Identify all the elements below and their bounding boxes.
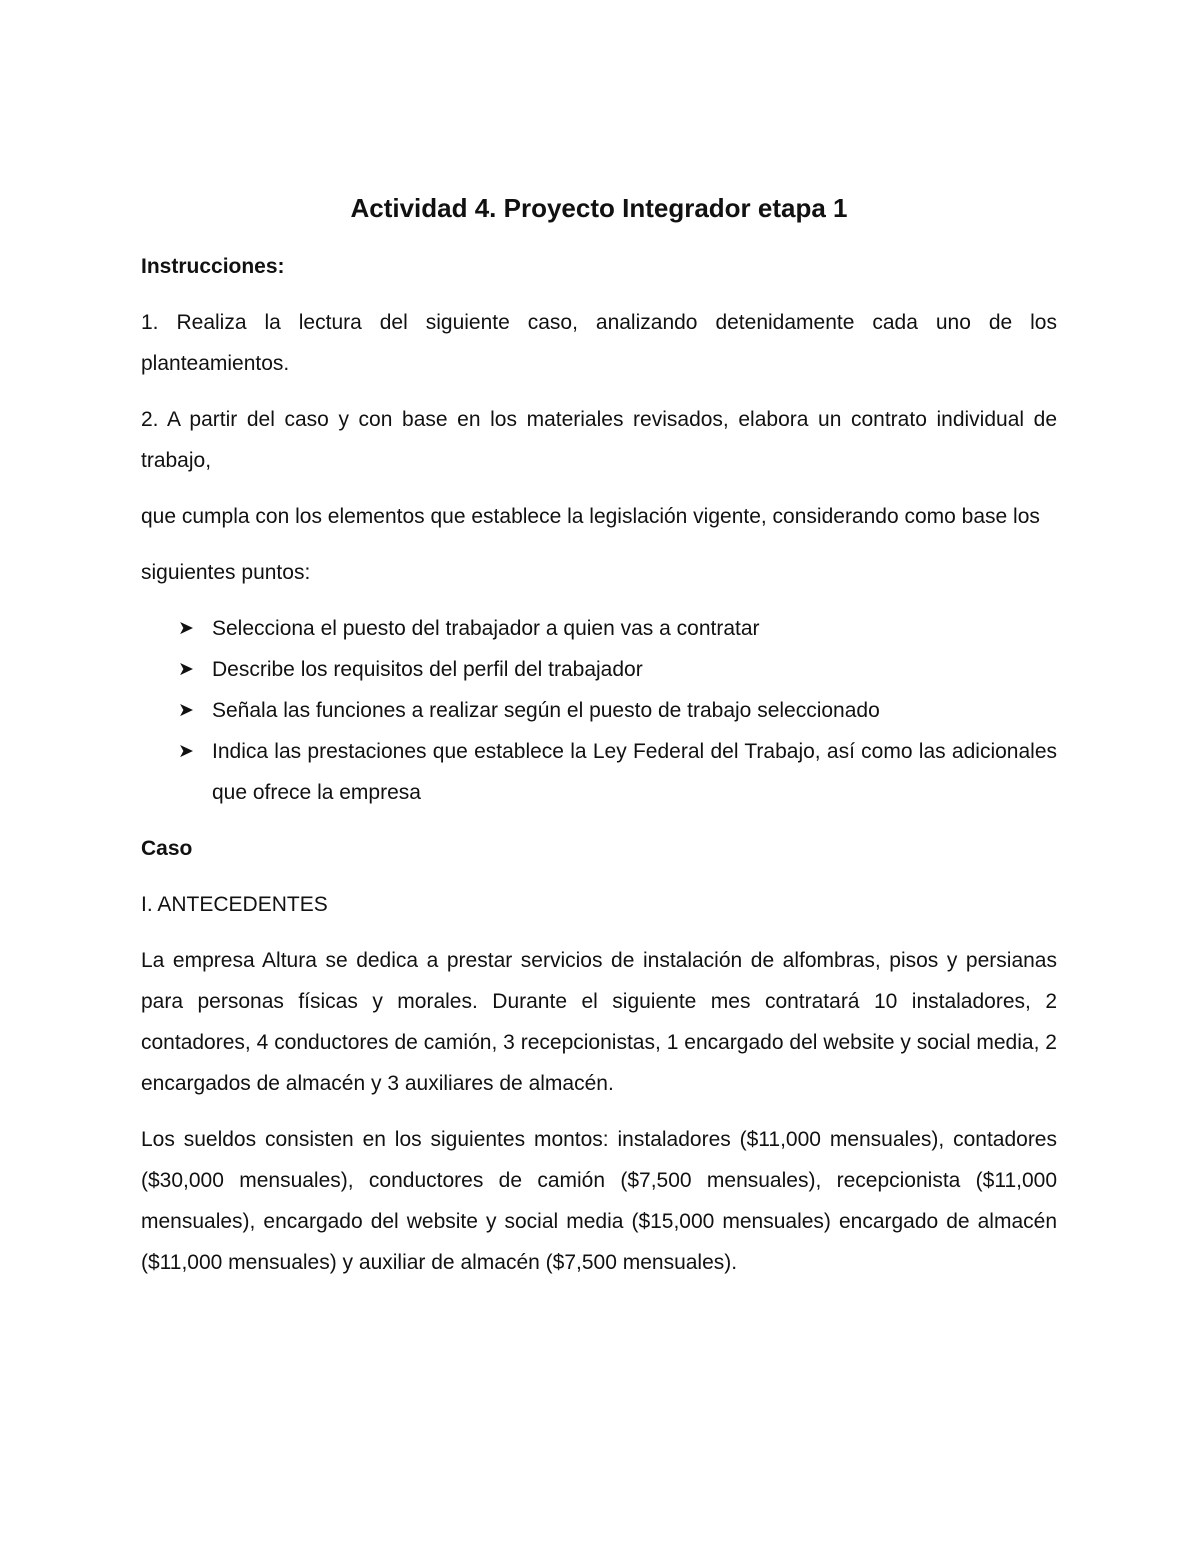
arrowhead-bullet-icon: ➤ [178, 659, 194, 680]
section-heading: I. ANTECEDENTES [141, 893, 328, 916]
list-item [141, 649, 1057, 690]
instruction-paragraph: 2. A partir del caso y con base en los materiales revisados, elabora un contrato individual de trabajo, [141, 408, 1057, 472]
requirements-list [141, 608, 1057, 813]
case-paragraph: La empresa Altura se dedica a prestar servicios de instalación de alfombras, pisos y persianas para personas físicas y morales. Durante el siguiente mes contratará 10 instaladores, 2 contadores, 4 conductores de camión, 3 recepcionistas, 1 encargado del website y social media, 2 encargados de almacén y 3 auxiliares de almacén. [141, 949, 1057, 1095]
arrowhead-bullet-icon: ➤ [178, 618, 194, 639]
case-paragraph: Los sueldos consisten en los siguientes montos: instaladores ($11,000 mensuales), contadores ($30,000 mensuales), conductores de camión ($7,500 mensuales), recepcionista ($11,000 mensuales), encargado del website y social media ($15,000 mensuales) encargado de almacén ($11,000 mensuales) y auxiliar de almacén ($7,500 mensuales). [141, 1128, 1057, 1274]
instruction-paragraph: 1. Realiza la lectura del siguiente caso, analizando detenidamente cada uno de los planteamientos. [141, 311, 1057, 375]
list-item-text: Describe los requisitos del perfil del trabajador [212, 658, 643, 681]
case-heading: Caso [141, 837, 193, 860]
list-item-text: Señala las funciones a realizar según el puesto de trabajo seleccionado [212, 699, 880, 722]
document-title: Actividad 4. Proyecto Integrador etapa 1 [350, 193, 848, 223]
arrowhead-bullet-icon: ➤ [178, 700, 194, 721]
list-item-text: Selecciona el puesto del trabajador a quien vas a contratar [212, 617, 760, 640]
instruction-paragraph: siguientes puntos: [141, 561, 311, 584]
instructions-heading: Instrucciones: [141, 255, 285, 278]
arrowhead-bullet-icon: ➤ [178, 741, 194, 762]
list-item [141, 690, 1057, 731]
document-page [141, 190, 1057, 1298]
list-item-text: Indica las prestaciones que establece la Ley Federal del Trabajo, así como las adicionales que ofrece la empresa [212, 740, 1057, 804]
instruction-paragraph: que cumpla con los elementos que establece la legislación vigente, considerando como base los [141, 505, 1040, 528]
list-item [141, 731, 1057, 813]
list-item [141, 608, 1057, 649]
